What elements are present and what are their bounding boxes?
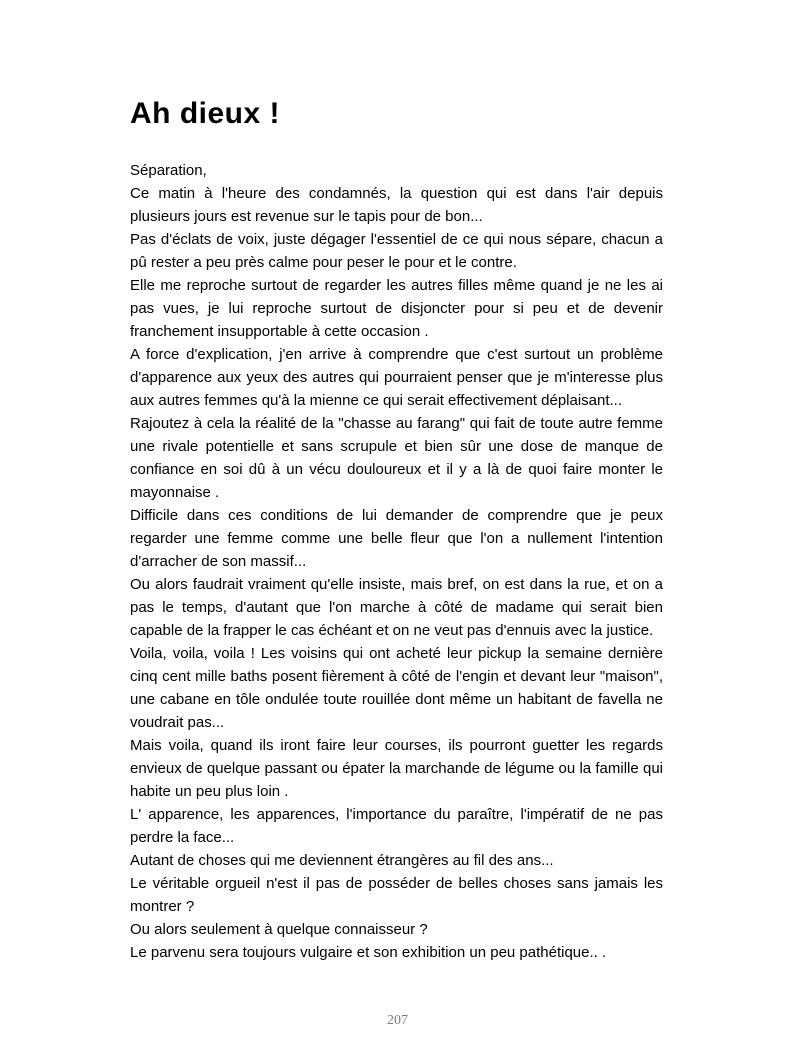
paragraph: Séparation, [130, 162, 207, 179]
paragraph: Ou alors faudrait vraiment qu'elle insiste, mais bref, on est dans la rue, et on a pas le temps, d'autant que l'on marche à côté de madame qui serait bien capable de la frapper le cas échéant et on ne veut pas d'ennuis avec la justice. [130, 576, 663, 639]
paragraph: Ce matin à l'heure des condamnés, la question qui est dans l'air depuis plusieurs jours est revenue sur le tapis pour de bon... [130, 185, 663, 225]
paragraph: Le véritable orgueil n'est il pas de posséder de belles choses sans jamais les montrer ? [130, 875, 663, 915]
paragraph: A force d'explication, j'en arrive à comprendre que c'est surtout un problème d'apparence aux yeux des autres qui pourraient penser que je m'interesse plus aux autres femmes qu'à la mienne ce qui serait effectivement déplaisant... [130, 346, 663, 409]
paragraph: Pas d'éclats de voix, juste dégager l'essentiel de ce qui nous sépare, chacun a pû rester a peu près calme pour peser le pour et le contre. [130, 231, 663, 271]
document-body [130, 159, 663, 964]
paragraph: Ou alors seulement à quelque connaisseur ? [130, 921, 428, 938]
paragraph: Le parvenu sera toujours vulgaire et son exhibition un peu pathétique.. . [130, 944, 607, 961]
paragraph: L' apparence, les apparences, l'importance du paraître, l'impératif de ne pas perdre la face... [130, 806, 663, 846]
paragraph: Voila, voila, voila ! Les voisins qui ont acheté leur pickup la semaine dernière cinq cent mille baths posent fièrement à côté de l'engin et devant leur "maison", une cabane en tôle ondulée toute rouillée dont même un habitant de favella ne voudrait pas... [130, 645, 663, 731]
paragraph: Autant de choses qui me deviennent étrangères au fil des ans... [130, 852, 554, 869]
paragraph: Difficile dans ces conditions de lui demander de comprendre que je peux regarder une femme comme une belle fleur que l'on a nullement l'intention d'arracher de son massif... [130, 507, 663, 570]
paragraph: Elle me reproche surtout de regarder les autres filles même quand je ne les ai pas vues, je lui reproche surtout de disjoncter pour si peu et de devenir franchement insupportable à cette occasion . [130, 277, 663, 340]
paragraph: Mais voila, quand ils iront faire leur courses, ils pourront guetter les regards envieux de quelque passant ou épater la marchande de légume ou la famille qui habite un peu plus loin . [130, 737, 663, 800]
page-title: Ah dieux ! [130, 97, 281, 130]
page-number: 207 [387, 1013, 408, 1028]
paragraph: Rajoutez à cela la réalité de la "chasse au farang" qui fait de toute autre femme une rivale potentielle et sans scrupule et bien sûr une dose de manque de confiance en soi dû à un vécu douloureux et il y a là de quoi faire monter le mayonnaise . [130, 415, 663, 501]
